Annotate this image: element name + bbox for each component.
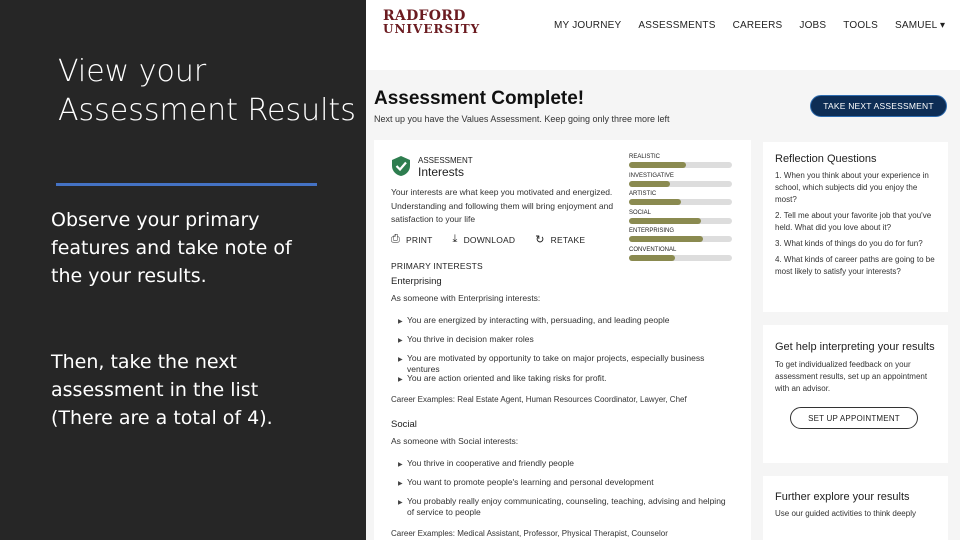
list-item [398,334,728,345]
help-text: To get individualized feedback on your assessment results, set up an appointment with an advisor. [775,360,928,393]
radford-logo[interactable] [383,10,480,36]
reflection-question: 4. What kinds of career paths are going to be most likely to satisfy your interests? [775,255,935,276]
download-icon: ⤓ [452,233,458,245]
printer-icon: ⎙ [391,233,400,245]
social-careers: Career Examples: Medical Assistant, Professor, Physical Therapist, Counselor [391,529,668,538]
score-row [629,191,734,207]
results-page [366,70,960,540]
nav-jobs[interactable]: JOBS [799,20,827,31]
take-next-assessment-button[interactable]: TAKE NEXT ASSESSMENT [810,95,947,117]
nav-tools[interactable]: TOOLS [843,20,879,31]
page-subtitle: Next up you have the Values Assessment. Keep going only three more left [374,114,670,124]
reflection-question: 2. Tell me about your favorite job that you've held. What did you love about it? [775,211,932,232]
interest-score-bars [629,154,734,265]
slide-paragraph-2: Then, take the next assessment in the list (There are a total of 4). [51,351,273,429]
assessment-name: Interests [418,165,465,179]
main-nav [554,20,945,31]
score-fill [629,218,701,224]
score-row [629,210,734,226]
reflection-card [763,142,948,312]
score-row [629,173,734,189]
score-label: CONVENTIONAL [629,246,677,253]
reflection-question: 3. What kinds of things do you do for fun? [775,239,923,248]
assessment-description: Your interests are what keep you motivated and energized. Understanding and following them will bring enjoyment and satisfaction to your life [391,187,614,224]
logo-line-1: RADFORD [383,8,466,24]
score-label: ARTISTIC [629,191,657,197]
list-item [398,353,728,375]
list-item [398,477,728,488]
list-item [398,315,728,326]
website-screenshot [366,0,960,540]
score-label: ENTERPRISING [629,228,675,234]
score-row [629,228,734,244]
explore-heading: Further explore your results [775,491,910,503]
score-track [629,236,732,242]
list-item-text: ▶ You thrive in decision maker roles [407,334,534,344]
results-card [374,140,751,540]
score-row [629,247,734,263]
score-fill [629,181,670,187]
score-label: INVESTIGATIVE [629,172,674,179]
assessment-label: ASSESSMENT [418,156,473,165]
social-title: Social [391,419,417,430]
slide-paragraph-1: Observe your primary features and take note of the your results. [51,209,292,287]
help-card [763,325,948,463]
list-item [398,458,728,469]
list-item [398,496,728,518]
retake-icon: ↻ [535,234,545,246]
list-item [398,373,728,384]
list-item-text: ▶ You are motivated by opportunity to take on major projects, especially business ventures [407,353,705,374]
print-button[interactable] [391,233,433,246]
nav-assessments[interactable]: ASSESSMENTS [638,20,716,31]
score-fill [629,162,686,168]
enterprising-title: Enterprising [391,276,442,287]
explore-text: Use our guided activities to think deeply [775,509,916,518]
score-fill [629,199,681,205]
enterprising-intro: As someone with Enterprising interests: [391,293,541,303]
score-track [629,199,732,205]
social-intro: As someone with Social interests: [391,436,519,446]
score-track [629,255,732,261]
title-underline [56,183,317,186]
list-item-text: ▶ You are energized by interacting with, persuading, and leading people [407,315,670,325]
primary-interests-heading: PRIMARY INTERESTS [391,261,483,271]
slide-title: View your Assessment Results [58,54,356,128]
score-fill [629,236,703,242]
slide-panel [0,0,366,540]
logo-line-2: UNIVERSITY [383,22,481,36]
print-label: PRINT [406,234,433,245]
reflection-heading: Reflection Questions [775,153,877,165]
set-up-appointment-button[interactable]: SET UP APPOINTMENT [790,407,918,429]
nav-my-journey[interactable]: MY JOURNEY [554,20,622,31]
list-item-text: ▶ You are action oriented and like taking risks for profit. [407,373,607,383]
list-item-text: ▶ You want to promote people's learning and personal development [407,477,654,487]
score-label: REALISTIC [629,154,661,160]
list-item-text: ▶ You probably really enjoy communicating, counseling, teaching, advising and helping of service to people [407,496,726,517]
help-heading: Get help interpreting your results [775,341,935,353]
page-title: Assessment Complete! [374,88,585,109]
score-track [629,181,732,187]
score-row [629,154,734,170]
reflection-question: 1. When you think about your experience in school, which subjects did you enjoy the most? [775,171,929,204]
enterprising-careers: Career Examples: Real Estate Agent, Human Resources Coordinator, Lawyer, Chef [391,395,687,404]
score-label: SOCIAL [629,209,652,216]
retake-button[interactable] [535,233,585,246]
site-header [366,0,960,56]
download-label: DOWNLOAD [463,234,516,245]
download-button[interactable] [453,233,516,246]
retake-label: RETAKE [550,234,586,245]
score-track [629,218,732,224]
nav-user-menu[interactable]: SAMUEL ▾ [895,20,946,31]
nav-careers[interactable]: CAREERS [732,20,783,31]
explore-card [763,476,948,540]
score-fill [629,255,675,261]
score-track [629,162,732,168]
shield-check-icon [391,155,411,177]
list-item-text: ▶ You thrive in cooperative and friendly people [407,458,574,468]
result-actions [391,233,585,246]
